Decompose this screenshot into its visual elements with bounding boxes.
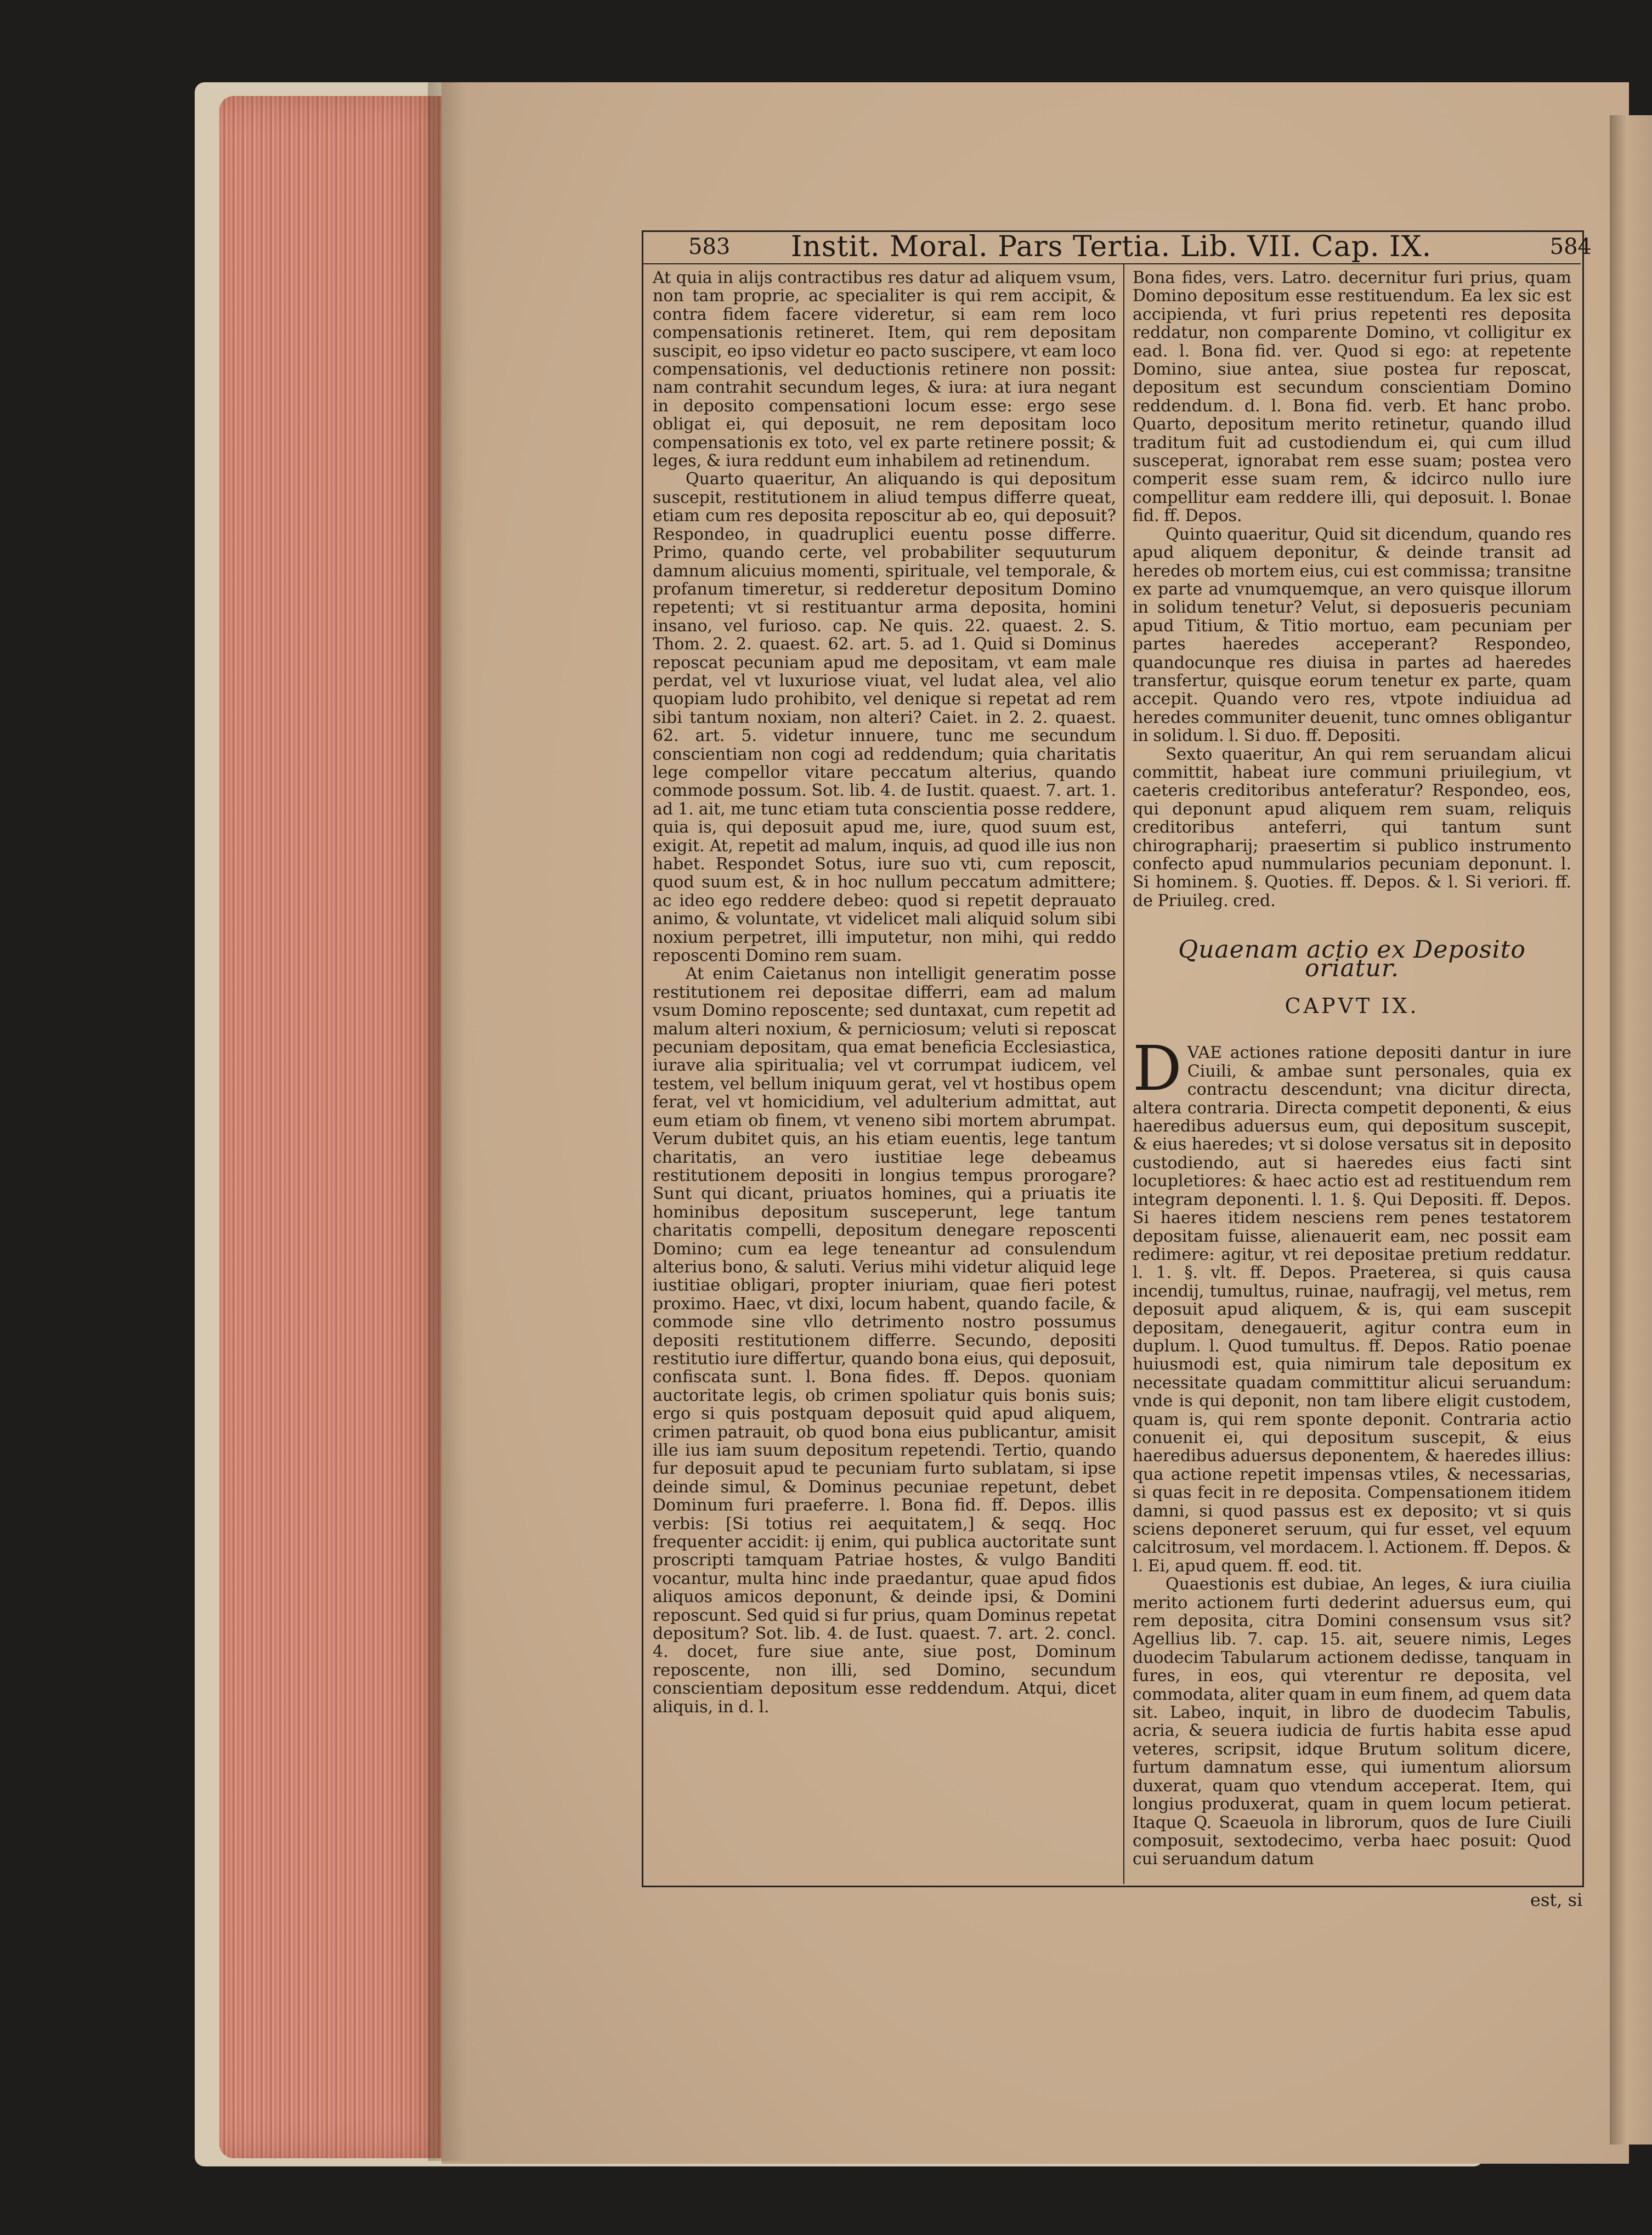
drop-cap: D — [1133, 1033, 1182, 1105]
page-edges — [219, 96, 450, 2158]
paragraph: Quinto quaeritur, Quid sit dicendum, quando res apud aliquem deponitur, & deinde transit ad heredes ob mortem eius, cui est commissa; transitne ex parte ad vnumquemque, an vero quisque illorum in solidum tenetur? Velut, si deposueris pecuniam apud Titium, & Titio mortuo, eam pecuniam per partes haeredes acceperant? Respondeo, quandocunque res diuisa in partes ad haeredes transfertur, quisque eorum tenetur ex parte, quam accepit. Quando vero res, vtpote indiuidua ad heredes communiter deuenit, tunc omnes obligantur in solidum. l. Si duo. ff. Depositi. — [1133, 524, 1571, 746]
chapter-number: CAPVT IX. — [1285, 994, 1419, 1019]
left-column — [653, 269, 1116, 1716]
header-rule — [642, 263, 1581, 264]
page-number-right: 584 — [1549, 234, 1592, 259]
paragraph: At enim Caietanus non intelligit generatim posse restitutionem rei depositae differri, eam ad malum vsum Domino reposcente; sed duntaxat, cum repetit ad malum alteri noxium, & perniciosum; veluti si reposcat pecuniam depositam, qua emat beneficia Ecclesiastica, iurave alia spiritualia; vel vt corrumpat iudicem, vel testem, vel bellum iniquum gerat, vel vt hostibus opem ferat, vel vt homicidium, vel adulterium admittat, aut eum etiam ob finem, vt veneno sibi mortem abrumpat. Verum dubitet quis, an his etiam euentis, lege tantum charitatis, an vero iustitiae lege debeamus restitutionem depositi in longius tempus prorogare? Sunt qui dicant, priuatos homines, qui a priuatis ite hominibus depositum susceperunt, lege tantum charitatis compelli, depositum denegare reposcenti Domino; cum ea lege teneantur ad consulendum alterius bono, & saluti. Verius mihi videtur aliquid lege iustitiae obligari, propter iniuriam, quae fieri potest proximo. Haec, vt dixi, locum habent, quando facile, & commode sine vllo detrimento nostro possumus depositi restitutionem differre. Secundo, depositi restitutio iure differtur, quando bona eius, qui deposuit, confiscata sunt. l. Bona fides. ff. Depos. quoniam auctoritate legis, ob crimen spoliatur quis bonis suis; ergo si quis postquam deposuit quid apud aliquem, crimen patrauit, ob quod bona eius publicantur, amisit ille ius iam suum depositum repetendi. Tertio, quando fur deposuit apud te pecuniam furto sublatam, si ipse deinde simul, & Dominus pecuniae repetunt, debet Dominum furi praeferre. l. Bona fid. ff. Depos. illis verbis: [Si totius rei aequitatem,] & seqq. Hoc frequenter accidit: ij enim, qui publica auctoritate sunt proscripti tamquam Patriae hostes, & vulgo Banditi vocantur, multa hinc inde praedantur, quae apud fidos aliquos amicos deponunt, & deinde ipsi, & Domini reposcunt. Sed quid si fur prius, quam Dominus repetat depositum? Sot. lib. 4. de Iust. quaest. 7. art. 2. concl. 4. docet, fure siue ante, siue post, Dominum reposcente, non illi, sed Domino, secundum conscientiam depositum esse reddendum. Atqui, dicet aliquis, in d. l. — [653, 964, 1116, 1717]
paragraph: Sexto quaeritur, An qui rem seruandam alicui committit, habeat iure communi priuilegium, vt caeteris creditoribus anteferatur? Respondeo, eos, qui deponunt apud aliquem rem suam, reliquis creditoribus anteferri, qui tantum sunt chirographarij; praesertim si publico instrumento confecto apud nummularios pecuniam deponunt. l. Si hominem. §. Quoties. ff. Depos. & l. Si veriori. ff. de Priuileg. cred. — [1133, 744, 1571, 910]
gutter-shadow — [428, 82, 466, 2161]
chapter-title: Quaenam actio ex Deposito oriatur. — [1178, 936, 1526, 982]
paragraph: At quia in alijs contractibus res datur ad aliquem vsum, non tam proprie, ac specialiter is qui rem accipit, & contra fidem facere videretur, si eam rem loco compensationis retineret. Item, qui rem depositam suscipit, eo ipso videtur eo pacto suscipere, vt eam loco compensationis, vel deductionis retinere non possit: nam contrahit secundum leges, & iura: at iura negant in deposito compensationi locum esse: ergo sese obligat ei, qui deposuit, ne rem depositam loco compensationis ex toto, vel ex parte retinere possit; & leges, & iura reddunt eum inhabilem ad retinendum. — [653, 268, 1116, 471]
right-column — [1133, 269, 1571, 1869]
column-divider — [1123, 263, 1124, 1884]
paragraph-opening — [1133, 1033, 1571, 1576]
running-title: Instit. Moral. Pars Tertia. Lib. VII. Cap. IX. — [790, 230, 1432, 263]
paragraph: Bona fides, vers. Latro. decernitur furi prius, quam Domino depositum esse restituendum. Ea lex sic est accipienda, vt furi prius repetenti res deposita reddatur, non comparente Domino, vt colligitur ex ead. l. Bona fid. ver. Quod si ego: at repetente Domino, siue antea, siue postea fur reposcat, depositum est secundum conscientiam Domino reddendum. d. l. Bona fid. verb. Et hanc probo. Quarto, depositum merito retinetur, quando illud traditum fuit ad custodiendum ei, qui cum illud susceperat, ignorabat rem esse suam; postea vero comperit esse suam rem, & idcirco nullo iure compellitur eam reddere illi, qui deposuit. l. Bonae fid. ff. Depos. — [1133, 268, 1571, 526]
facing-page-edge — [1610, 115, 1652, 2145]
paragraph-text: VAE actiones ratione depositi dantur in iure Ciuili, & ambae sunt personales, quia ex contractu descendunt; vna dicitur directa, altera contraria. Directa competit deponenti, & eius haeredibus aduersus eum, qui depositum suscepit, & eius haeredes; vt si dolose versatus sit in deposito custodiendo, aut si haeredes eius facti sint locupletiores: & haec actio est ad restituendum rem integram deponenti. l. 1. §. Qui Depositi. ff. Depos. Si haeres itidem nesciens rem penes testatorem depositam fuisse, alienauerit eam, nec possit eam redimere: agitur, vt rei depositae pretium reddatur. l. 1. §. vlt. ff. Depos. Praeterea, si quis causa incendij, tumultus, ruinae, naufragij, vel metus, rem deposuit apud aliquem, & is, qui eam suscepit depositam, denegauerit, agitur contra eum in duplum. l. Quod tumultus. ff. Depos. Ratio poenae huiusmodi est, quia nimirum tale depositum ex necessitate quadam committitur alicui seruandum: vnde is qui deponit, non tam libere eligit custodem, quam is, qui rem sponte deponit. Contraria actio conuenit ei, qui depositum suscepit, & eius haeredibus aduersus deponentem, & haeredes illius: qua actione repetit impensas vtiles, & necessarias, si quas fecit in re deposita. Compensationem itidem damni, si quod passus est ex deposito; vt si quis sciens deponeret seruum, qui fur esset, vel equum calcitrosum, vel mordacem. l. Actionem. ff. Depos. & l. Ei, apud quem. ff. eod. tit. — [1133, 1043, 1571, 1576]
paragraph: Quarto quaeritur, An aliquando is qui depositum suscepit, restitutionem in aliud tempus differre queat, etiam cum res deposita reposcitur ab eo, qui deposuit? Respondeo, in quadruplici euentu posse differre. Primo, quando certe, vel probabiliter sequuturum damnum alicuius momenti, spirituale, vel temporale, & profanum timeretur, si redderetur depositum Domino repetenti; vt si restituantur arma deposita, homini insano, vel furioso. cap. Ne quis. 22. quaest. 2. S. Thom. 2. 2. quaest. 62. art. 5. ad 1. Quid si Dominus reposcat pecuniam apud me depositam, vt eam male perdat, vel vt luxuriose viuat, vel ludat alea, vel alio quopiam ludo prohibito, vel denique si repetat ad rem sibi tantum noxiam, non alteri? Caiet. in 2. 2. quaest. 62. art. 5. videtur innuere, tunc me secundum conscientiam non cogi ad reddendum; quia charitatis lege compellor vitare peccatum alterius, quando commode possum. Sot. lib. 4. de Iustit. quaest. 7. art. 1. ad 1. ait, me tunc etiam tuta conscientia posse reddere, quia is, qui deposuit apud me, iure, quod suum est, exigit. At, repetit ad malum, inquis, ad quod ille ius non habet. Respondet Sotus, iure suo vti, cum reposcit, quod suum est, & in hoc nullum peccatum admittere; ac ideo ego reddere debeo: quod si repetit deprauato animo, & voluntate, vt videlicet mali aliquid solum sibi noxium perpetret, illi imputetur, non mihi, qui reddo reposcenti Domino rem suam. — [653, 469, 1116, 966]
running-header — [642, 230, 1592, 263]
page-number-left: 583 — [688, 234, 731, 259]
catchword: est, si — [1530, 1889, 1583, 1910]
paragraph: Quaestionis est dubiae, An leges, & iura ciuilia merito actionem furti dederint aduersus eum, qui rem deposita, citra Domini consensum vsus sit? Agellius lib. 7. cap. 15. ait, seuere nimis, Leges duodecim Tabularum actionem dedisse, tanquam in fures, in eos, qui vterentur re deposita, vel commodata, aliter quam in eum finem, ad quem data sit. Labeo, inquit, in libro de duodecim Tabulis, acria, & seuera iudicia de furtis habita esse apud veteres, scripsit, idque Brutum solitum dicere, furtum damnatum esse, qui iumentum aliorsum duxerat, quam quo vtendum acceperat. Item, qui longius produxerat, quam in quem locum petierat. Itaque Q. Scaeuola in librorum, quos de Iure Ciuili composuit, sextodecimo, verba haec posuit: Quod cui seruandum datum — [1133, 1575, 1571, 1869]
